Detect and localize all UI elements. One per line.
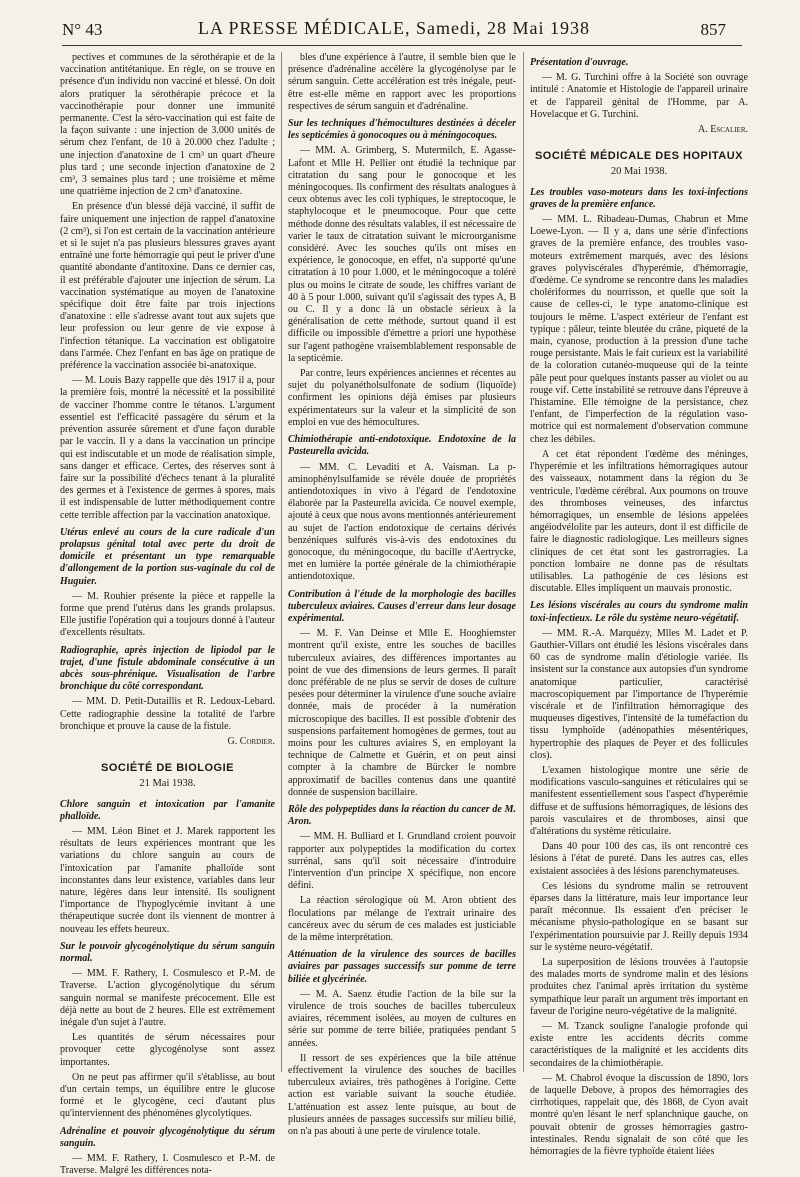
paragraph: Dans 40 pour 100 des cas, ils ont rencontré ces lésions à l'état de pureté. Dans les autres cas, elles existaient associées à des lésions parenchymateuses. (530, 841, 748, 877)
paragraph: — MM. F. Rathery, I. Cosmulesco et P.-M. de Traverse. L'action glycogénolytique du sérum sanguin normal se manifeste précocement. Elle est déjà nette au bout de 2 heures. Elle est extrêmement inégale d'un sujet à l'autre. (60, 968, 275, 1029)
paragraph: — MM. C. Levaditi et A. Vaisman. La p-aminophénylsulfamide se révèle douée de propriétés antiendotoxiques in vivo à l'égard de l'endotoxine élaborée par la Pasteurella avicida. Ce nouvel exemple, ajouté à ceux que nous avons mentionnés antérieurement au sujet de l'action endotoxique de certains dérivés benzéniques sulfurés vis-à-vis des endotoxines du gonocoque, du méningocoque, du bacille d'Aertrycke, met en lumière la portée générale de la chimiothérapie antiendotoxique. (288, 461, 516, 583)
paragraph: pectives et communes de la sérothérapie et de la vaccination antitétanique. En règle, on se trouve en présence d'un individu non vacciné et blessé. On doit alors pratiquer la sérothérapie précoce et la vaccinothérapie pour donner une immunité permanente. C'est la séro-vaccination qui est faite de la façon suivante : une injection de 3.000 unités de sérum chez l'enfant, de 10 à 20.000 chez l'adulte ; une injection d'anatoxine de 1 cm³ un quart d'heure plus tard ; une seconde injection d'anatoxine de 2 cm³, 3 semaines plus tard ; une troisième et même une quatrième injection de 2 cm³ d'anatoxine. (60, 52, 275, 198)
article-heading: Chlore sanguin et intoxication par l'amanite phalloïde. (60, 798, 275, 822)
paragraph: La réaction sérologique où M. Aron obtient des floculations par mélange de l'extrait urinaire des cancéreux avec du sérum de ces malades est justiciable de la même interprétation. (288, 895, 516, 944)
author-signature: A. Escalier. (698, 124, 748, 136)
paragraph: En présence d'un blessé déjà vacciné, il suffit de faire uniquement une injection de rappel d'anatoxine (2 cm³), si l'on est certain de la vaccination antérieure et si le sujet n'a pas plusieurs blessures graves ayant entraîné une forte hémorragie qui peut le priver d'une quantité abondante d'antitoxine. Dans ce dernier cas, il est préférable d'ajouter une injection de sérum. La vaccination systématique au moyen de l'anatoxine spécifique doit être faite par trois injections d'anatoxine : elle s'adresse avant tout aux sujets que leur profession ou leur genre de vie expose à l'infection tétanique. La vaccination est obligatoire dans l'armée. Chez l'enfant en bas âge on pratique de préférence la vaccination associée bi-anatoxique. (60, 201, 275, 372)
running-header (62, 18, 726, 40)
page-number: 857 (700, 20, 726, 39)
article-heading: Présentation d'ouvrage. (530, 57, 629, 68)
paragraph: La superposition de lésions trouvées à l'autopsie des malades morts de syndrome malin et des lésions produites chez l'animal après irritation du système sympathique leur paraît un argument très important en faveur de l'origine neuro-végétative de la malignité. (530, 957, 748, 1017)
article-heading: Sur le pouvoir glycogénolytique du sérum sanguin normal. (60, 940, 275, 965)
paragraph: L'examen histologique montre une série de modifications vasculo-sanguines et réticulaires qui se manifestent essentiellement sous l'aspect d'hyperémie diffuse et de suffusions hémorragiques, de lésions des parois vasculaires et de thromboses, ainsi que d'altérations du système réticulaire. (530, 764, 748, 837)
section-date: 21 Mai 1938. (139, 778, 196, 790)
section-title: SOCIÉTÉ MÉDICALE DES HOPITAUX (534, 150, 744, 163)
paragraph: — M. Louis Bazy rappelle que dès 1917 il a, pour la première fois, montré la nécessité et la possibilité de vacciner l'homme contre le tétanos. L'argument essentiel est l'efficacité passagère du sérum et la prévention assurée sûrement et d'une façon durable par le vaccin. Il y a dans la vaccination un principe qui est indiscutable et un mode de réalisation simple, sans danger et efficace. Certes, des réserves sont à faire sur la possibilité d'échecs tenant à la pluralité des germes et à l'existence de germes à spores, mais il est indispensable de lutter méthodiquement contre cette terrible affection par la vaccination anatoxique. (60, 375, 275, 521)
column-divider (523, 52, 524, 1072)
author-signature: G. Cordier. (227, 735, 275, 747)
column-3 (530, 52, 748, 1158)
paragraph: Les quantités de sérum nécessaires pour provoquer cette glycogénolyse sont assez importantes. (60, 1032, 275, 1068)
article-heading: Contribution à l'étude de la morphologie des bacilles tuberculeux aviaires. Causes d'erreur dans leur dosage expérimental. (288, 588, 516, 624)
header-rule (62, 45, 742, 46)
paragraph: — MM. A. Grimberg, S. Mutermilch, E. Agasse-Lafont et Mlle H. Pellier ont étudié la technique par citratation du sang pour le gonocoque et les méningocoques. Ils confirment des résultats analogues à ceux obtenus avec les coli typhiques, le streptocoque, le staphylocoque et le pneumocoque. Pour que cette méthode donne des résultats valables, il est nécessaire de varier le taux de citratation suivant le microorganisme considéré. Avec les souches qu'ils ont mises en expérience, le gonocoque, en effet, n'a supporté qu'une citratation à 10 pour 1.000, et le méningocoque a toléré plus ou moins le citrate de soude, les chiffres variant de 40 à 5 pour 1.000, suivant qu'il s'agissait des types A, B ou C. Il y a donc là un obstacle sérieux à la généralisation de cette méthode, surtout quand il est difficile ou impossible d'émettre a priori une hypothèse sur l'agent pathogène vraisemblablement responsable de la septicémie. (288, 145, 516, 364)
paragraph: — M. Tzanck souligne l'analogie profonde qui existe entre les accidents décrits comme caractéristiques de la malignité et les accidents dits secondaires de la chimiothérapie. (530, 1021, 748, 1069)
article-heading: Les troubles vaso-moteurs dans les toxi-infections graves de la première enfance. (530, 186, 748, 210)
paragraph: — M. Chabrol évoque la discussion de 1890, lors de laquelle Debove, à propos des hémorragies des cirrhotiques, rappelait que, dès 1868, de Cyon avait montré qu'en lésant le nerf splanchnique gauche, on pouvait obtenir de grosses hémorragies gastro-intestinales. Rendu signalait de son côté que les hémorragies de la fièvre typhoïde étaient liées (530, 1072, 748, 1158)
paragraph: bles d'une expérience à l'autre, il semble bien que le présence d'adrénaline accélère la glycogénolyse par le sérum sanguin. Cette accélération est très inégale, peut-être est-elle même en rapport avec les proportions respectives de sérum sanguin et d'adrénaline. (288, 52, 516, 112)
article-heading: Chimiothérapie anti-endotoxique. Endotoxine de la Pasteurella avicida. (288, 434, 516, 458)
paragraph: — M. Rouhier présente la pièce et rappelle la forme que prend l'utérus dans les grands prolapsus. Elle justifie l'opération qui a toujours donné à l'auteur d'excellents résultats. (60, 590, 275, 639)
paragraph: A cet état répondent l'œdème des méninges, l'hyperémie et les infiltrations hémorragiques autour des vaisseaux, notamment dans la région du 3e ventricule, l'œdème cérébral. Aux poumons on trouve des thromboses veineuses, des infarctus hémorragiques, un ensemble de lésions appelées angéiodvélolite par les auteurs, dont il est difficile de faire le diagnostic radiologique. Les meilleurs signes cliniques de cet état sont les gastrorragies. La ponction lombaire ne donne pas de résultats utilisables. La pathogénie de ces lésions est discutable. Elles impliquent un mauvais pronostic. (530, 448, 748, 595)
paragraph: — M. G. Turchini offre à la Société son ouvrage intitulé : Anatomie et Histologie de l'appareil urinaire et de l'appareil génital de l'Homme, par A. Hovelacque et G. Turchini. (530, 72, 748, 120)
article-heading: Rôle des polypeptides dans la réaction du cancer de M. Aron. (288, 803, 516, 828)
article-heading: Les lésions viscérales au cours du syndrome malin toxi-infectieux. Le rôle du système neuro-végétatif. (530, 600, 748, 624)
paragraph: — M. F. Van Deinse et Mlle E. Hooghiemster montrent qu'il existe, entre les souches de bacilles tuberculeux aviaires, des différences importantes au point de vue des dimensions de leurs germes. Il paraît donc préférable de ne plus se servir de doses de culture pesées pour déterminer la virulence d'une souche aviaire donnée, mais de procéder à la numération microscopique des bacilles. Il est possible d'obtenir des suspensions parfaitement homogènes de germes, tout au moins pour les cultures aviaires S, en employant la technique de Calmette et Guérin, et on peut ainsi compter à la chambre de Bürcker le nombre approximatif de bacilles contenus dans une quantité donnée de suspension bacillaire. (288, 628, 516, 798)
article-heading: Sur les techniques d'hémocultures destinées à déceler les septicémies à gonocoques ou à méningocoques. (288, 118, 516, 142)
paragraph: — MM. Léon Binet et J. Marek rapportent les résultats de leurs expériences montrant que les variations du chlore sanguin au cours de l'intoxication par l'amanite phalloïde sont inconstantes dans leur existence, variables dans leur nature, légères dans leur intensité. Ils soulignent l'importance de l'hypoglycémie invitant à une thérapeutique sucrée dont ils viennent de montrer à nouveau les effets heureux. (60, 825, 275, 935)
article-heading: Radiographie, après injection de lipiodol par le trajet, d'une fistule abdominale consécutive à un abcès sous-phrénique. Visualisation de l'arbre bronchique du côté correspondant. (60, 644, 275, 693)
section-date: 20 Mai 1938. (610, 166, 668, 178)
paragraph: — M. A. Saenz étudie l'action de la bile sur la virulence de trois souches de bacilles tuberculeux aviaires, récemment isolées, au moyen de cultures en série sur pomme de terre biliée, pratiquées pendant 5 années. (288, 988, 516, 1049)
paragraph: — MM. F. Rathery, I. Cosmulesco et P.-M. de Traverse. Malgré les différences nota- (60, 1153, 275, 1177)
column-1 (60, 52, 275, 1177)
section-title: SOCIÉTÉ DE BIOLOGIE (101, 762, 234, 775)
article-heading: Atténuation de la virulence des sources de bacilles aviaires par passages successifs sur pomme de terre biliée et glycérinée. (288, 949, 516, 985)
paragraph: Par contre, leurs expériences anciennes et récentes au sujet du polyanétholsulfonate de sodium (liquoïde) confirment les opinions déjà émises par plusieurs expérimentateurs sur la valeur et la simplicité de son emploi en vue des hémocultures. (288, 368, 516, 428)
paragraph: — MM. H. Bulliard et I. Grundland croient pouvoir rapporter aux polypeptides la modification du cortex surrénal, sans qu'il soit nécessaire d'introduire l'intervention d'un principe X spécifique, non encore défini. (288, 831, 516, 892)
column-divider (281, 52, 282, 1072)
paragraph: Il ressort de ses expériences que la bile atténue effectivement la virulence des souches de bacilles tuberculeux aviaires, très pathogènes à l'origine. Cette action est variable suivant la souche étudiée. L'atténuation est assez lente puisque, au bout de plusieurs années de passages successifs sur milieu bilié, on n'a pas abouti à une perte de virulence totale. (288, 1052, 516, 1138)
article-heading: Utérus enlevé au cours de la cure radicale d'un prolapsus génital total avec perte du droit de domicile et présentant un type remarquable d'allongement de la portion sus-vaginale du col de Huguier. (60, 526, 275, 587)
paragraph: On ne peut pas affirmer qu'il s'établisse, au bout d'un certain temps, un équilibre entre le glucose formé et le glycogène, ceci d'autant plus qu'interviennent des phénomènes glycolytiques. (60, 1071, 275, 1120)
paragraph: — MM. L. Ribadeau-Dumas, Chabrun et Mme Loewe-Lyon. — Il y a, dans une série d'infections graves de la première enfance, des troubles vaso-moteurs extrêmement marqués, avec des lésions graves polyviscérales d'hyperémie, d'hémorragie, d'œdème. Ce syndrome se rencontre dans les maladies cholériformes du nourrisson, et quelle que soit la cause de celles-ci, le type anatomo-clinique est toujours le même. L'aspect extérieur de l'enfant est typique : pâleur, teinte bleutée du crâne, piqueté de la main, cyanose, production à la pression d'une tache rouge persistante. Mais le fait curieux est la variabilité de la coloration cutanéo-muqueuse qui de la teinte pâle peut pour quelques instants passer au violet ou au rouge vif. Cette instabilité se retrouve dans l'épreuve à l'histamine. Elle témoigne de la persistance, chez l'enfant, de l'imperfection de la régulation vaso-motrice qui est normalement d'observation commune chez les débiles. (530, 214, 748, 445)
article-heading: Adrénaline et pouvoir glycogénolytique du sérum sanguin. (60, 1125, 275, 1149)
paragraph: — MM. R.-A. Marquézy, Mlles M. Ladet et P. Gauthier-Villars ont étudié les lésions viscérales dans 60 cas de syndrome malin d'étiologie variée. Ils insistent sur la constance aux autopsies d'un syndrome anatomique particulier, caractérisé macroscopiquement par l'importance de l'hyperémie viscérale et de l'infiltration hémorragique des muqueuses digestives, l'intensité de la tuméfaction du tissu lymphoïde (adénopathies mésentériques, hypertrophie des plaques de Peyer et des follicules clos). (530, 627, 748, 761)
issue-number: N° 43 (62, 20, 103, 39)
paragraph: — MM. D. Petit-Dutaillis et R. Ledoux-Lebard. Cette radiographie dessine la totalité de l'arbre bronchique et prouve la cause de la fistule. (60, 696, 275, 732)
column-2 (288, 52, 516, 1138)
paragraph: Ces lésions du syndrome malin se retrouvent éparses dans la littérature, mais leur importance leur paraît méconnue. Ils essaient d'en préciser le mécanisme physio-pathologique en se basant sur l'expérimentation poursuivie par J. Reilly depuis 1934 sur le système neuro-végétatif. (530, 880, 748, 953)
journal-title: LA PRESSE MÉDICALE, Samedi, 28 Mai 1938 (197, 18, 590, 38)
